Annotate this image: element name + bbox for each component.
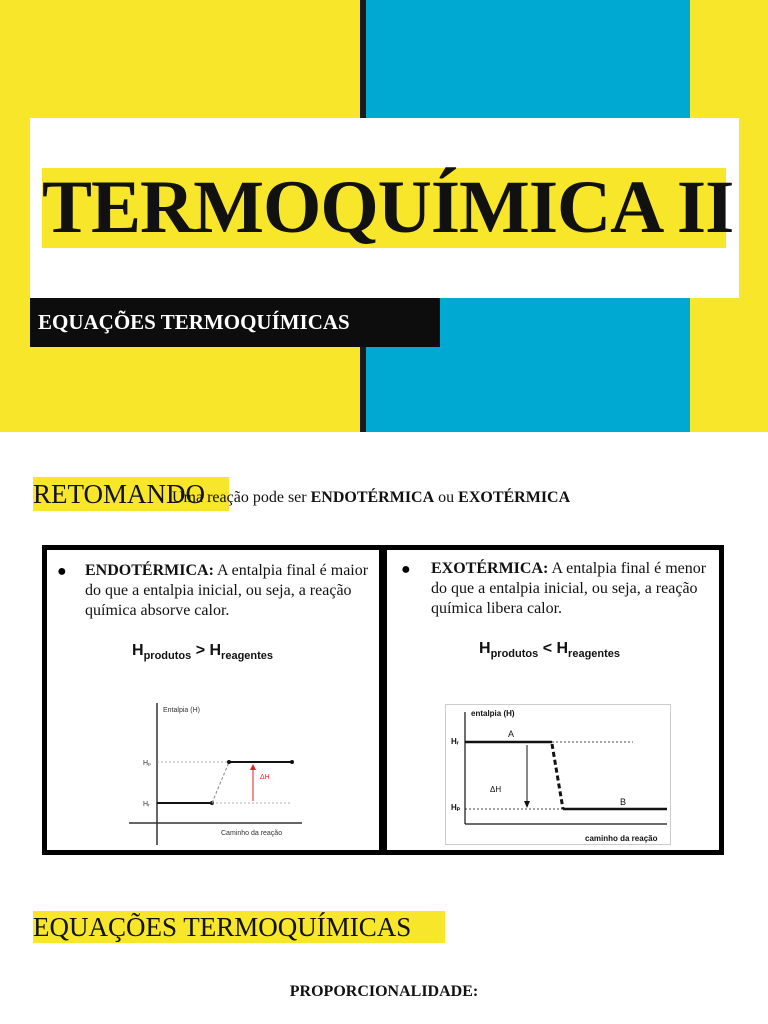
exo-description: A entalpia final é menor do que a entalpia inicial, ou seja, a reação química libera calor. (431, 560, 707, 617)
exo-text (431, 559, 721, 619)
endo-panel (42, 545, 384, 855)
endo-y-label: Entalpia (H) (163, 707, 200, 714)
exo-bullet: ● (401, 561, 411, 578)
intro-endo: ENDOTÉRMICA (310, 489, 435, 506)
endo-x-label: Caminho da reação (221, 830, 283, 837)
endo-product-dot-end (290, 760, 294, 764)
endo-formula-op: > (195, 642, 206, 659)
exo-panel (382, 545, 724, 855)
endo-text (85, 561, 385, 621)
exo-delta-label: ΔH (490, 785, 502, 794)
endo-enthalpy-diagram (117, 695, 307, 850)
exo-formula-h2: H (556, 640, 569, 657)
exo-formula-h1: H (479, 640, 491, 657)
endo-term: ENDOTÉRMICA: (85, 562, 214, 579)
exo-enthalpy-diagram (445, 704, 675, 849)
endo-delta-label: ΔH (260, 774, 270, 781)
exo-formula-sub1: produtos (490, 648, 539, 660)
endo-bullet: ● (57, 563, 67, 580)
intro-exo: EXOTÉRMICA (458, 489, 571, 506)
endo-hr-label: Hᵣ (143, 801, 150, 808)
page-title: TERMOQUÍMICA II (42, 166, 734, 249)
endo-description: A entalpia final é maior do que a entalpia inicial, ou seja, a reação química absorve calor. (85, 562, 369, 619)
retomando-heading: RETOMANDO (33, 479, 206, 509)
proporcionalidade-heading: PROPORCIONALIDADE: (289, 983, 479, 1000)
section2-heading: EQUAÇÕES TERMOQUÍMICAS (33, 912, 412, 942)
exo-term: EXOTÉRMICA: (431, 560, 549, 577)
exo-label-a: A (508, 729, 515, 739)
endo-formula (132, 642, 273, 662)
endo-formula-h1: H (132, 642, 144, 659)
exo-hp-label: Hₚ (451, 803, 461, 812)
exo-y-label: entalpia (H) (471, 709, 515, 718)
endo-formula-sub2: reagentes (221, 650, 274, 662)
endo-delta-arrowhead (250, 764, 256, 770)
endo-transition (212, 762, 229, 803)
exo-x-label: caminho da reação (585, 834, 658, 843)
intro-prefix: Uma reação pode ser (172, 489, 311, 506)
endo-formula-h2: H (209, 642, 222, 659)
endo-formula-sub1: produtos (143, 650, 192, 662)
exo-formula-sub2: reagentes (568, 648, 621, 660)
intro-sentence (172, 488, 570, 508)
endo-hp-label: Hₚ (143, 760, 152, 767)
exo-formula-op: < (542, 640, 553, 657)
exo-label-b: B (620, 797, 627, 807)
page-subtitle: EQUAÇÕES TERMOQUÍMICAS (38, 310, 350, 334)
intro-connector: ou (434, 489, 459, 506)
exo-hr-label: Hᵣ (451, 737, 459, 746)
exo-formula (479, 640, 620, 660)
